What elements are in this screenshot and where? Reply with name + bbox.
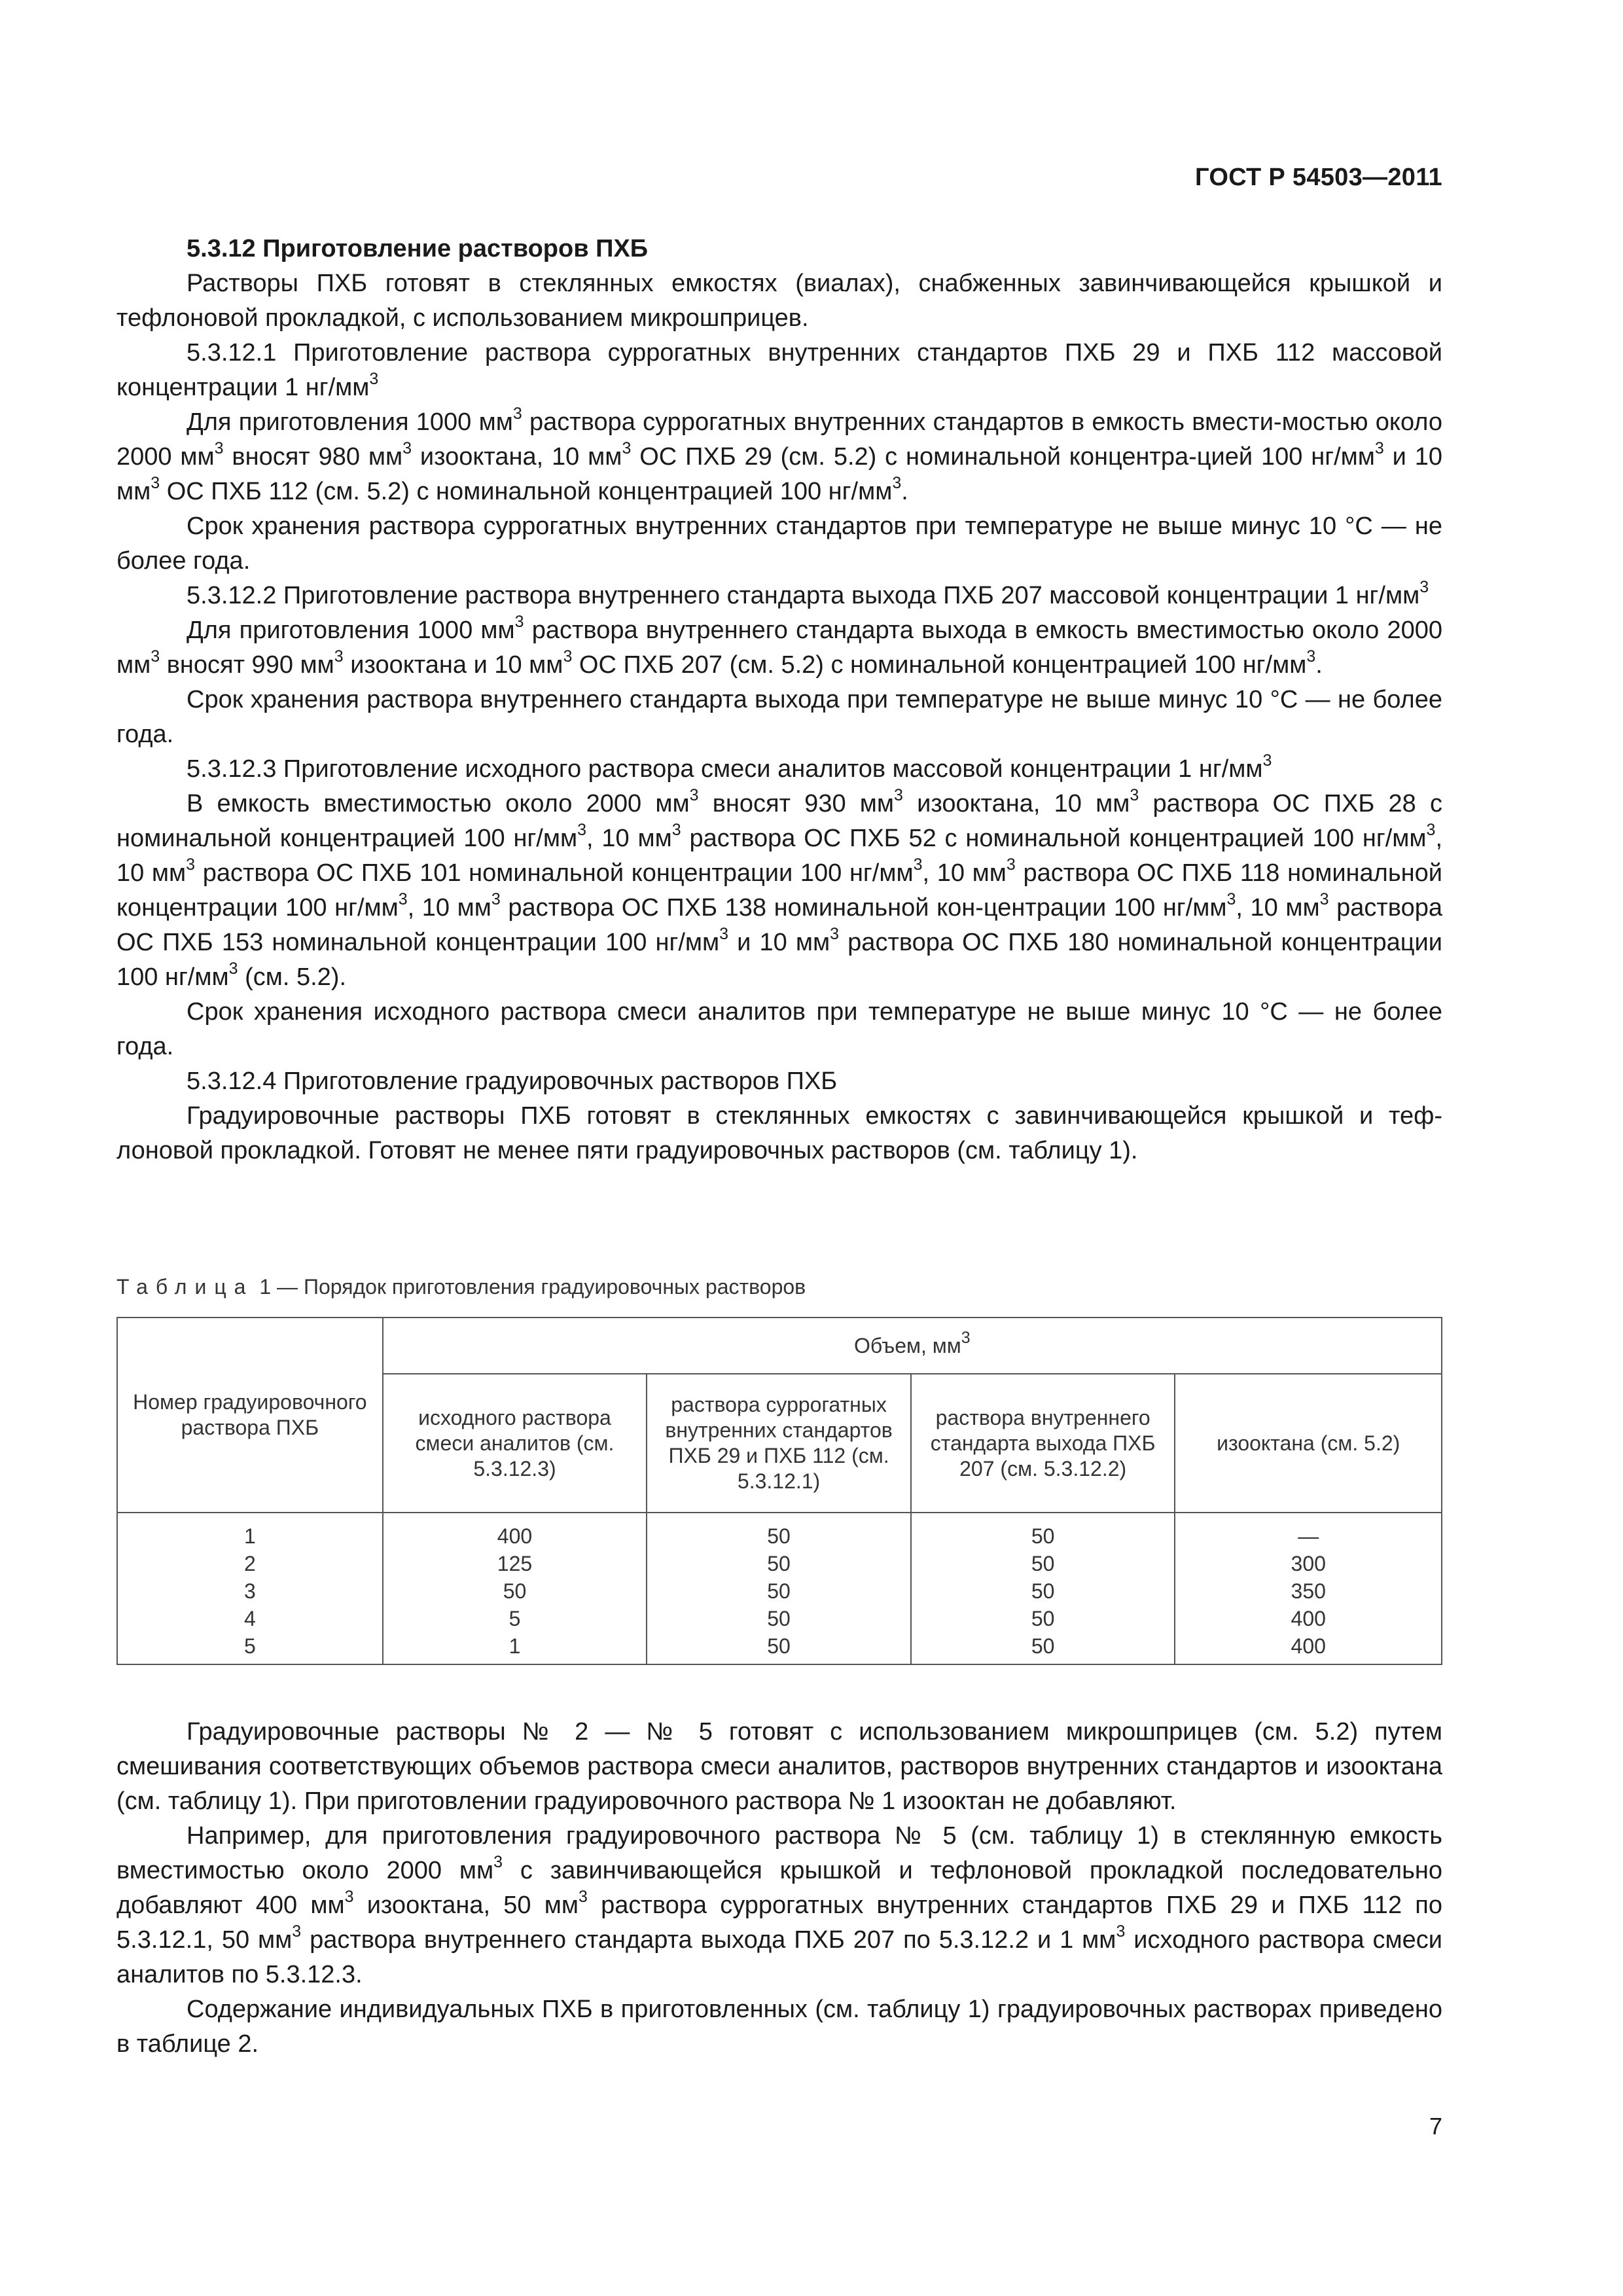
table-cell: — <box>1298 1524 1319 1548</box>
header-solution-number: Номер градуировочного раствора ПХБ <box>117 1318 383 1513</box>
table-cell: 125 <box>497 1552 533 1575</box>
subsection-5-3-12-4-title: 5.3.12.4 Приготовление градуировочных растворов ПХБ <box>187 1067 838 1095</box>
table-cell: 50 <box>503 1579 527 1603</box>
table-cell: 400 <box>1291 1607 1326 1630</box>
col-stock-solution <box>383 1513 647 1664</box>
table-body-row <box>117 1513 1442 1664</box>
subsection-5-3-12-2-title: 5.3.12.2 Приготовление раствора внутреннего стандарта выхода ПХБ 207 массовой концентрации 1 $нг/мм^3$ <box>187 578 1429 609</box>
table-cell: 50 <box>1031 1634 1055 1658</box>
table-cell: 50 <box>767 1524 791 1548</box>
subsection-5-3-12-1-storage: Срок хранения раствора суррогатных внутренних стандартов при температуре не выше минус 10 °С — не более года. <box>116 512 1442 575</box>
header-volume: Объем, $мм^3$ <box>383 1318 1442 1374</box>
table-cell: 4 <box>243 1607 256 1630</box>
paragraph-mixing: Градуировочные растворы № 2 — № 5 готовят с использованием микрошприцев (см. 5.2) путем смешивания соответствующих объемов раствора смеси аналитов, растворов внутренних стандартов и изооктана (см. таблицу 1). При приготовлении градуировочного раствора № 1 изооктан не добавляют. <box>116 1718 1442 1815</box>
subsection-5-3-12-3-body: В емкость вместимостью около 2000 $мм^3$ вносят 930 $мм^3$ изооктана, 10 $мм^3$ раствора ОС ПХБ 28 с номинальной концентрацией 100 $нг/мм^3$, 10 $мм^3$ раствора ОС ПХБ 52 с номинальной концентрацией 100 $нг/мм^3$, 10 $мм^3$ раствора ОС ПХБ 101 номинальной концентрации 100 $нг/мм^3$, 10 $мм^3$ раствора ОС ПХБ 118 номинальной концентрации 100 $нг/мм^3$, 10 $мм^3$ раствора ОС ПХБ 138 номинальной кон-центрации 100 $нг/мм^3$, 10 $мм^3$ раствора ОС ПХБ 153 номинальной концентрации 100 $нг/мм^3$ и 10 $мм^3$ раствора ОС ПХБ 180 номинальной концентрации 100 $нг/мм^3$ (см. 5.2). <box>116 786 1442 991</box>
subsection-5-3-12-2-body: Для приготовления 1000 $мм^3$ раствора внутреннего стандарта выхода в емкость вместимостью около 2000 $мм^3$ вносят 990 $мм^3$ изооктана и 10 $мм^3$ ОС ПХБ 207 (см. 5.2) с номинальной концентрацией 100 $нг/мм^3$. <box>116 613 1442 679</box>
table-cell: 50 <box>1031 1524 1055 1548</box>
subsection-5-3-12-1-title: 5.3.12.1 Приготовление раствора суррогатных внутренних стандартов ПХБ 29 и ПХБ 112 массовой концентрации 1 $нг/мм^3$ <box>116 339 1442 401</box>
table-cell: 300 <box>1291 1552 1326 1575</box>
table-caption <box>116 1275 806 1299</box>
header-recovery-standard: раствора внутреннего стандарта выхода ПХБ 207 (см. 5.3.12.2) <box>911 1374 1175 1513</box>
table-cell: 3 <box>243 1579 256 1603</box>
page-number: 7 <box>1429 2113 1442 2140</box>
section-body <box>116 232 1442 1168</box>
col-recovery-standard <box>911 1513 1175 1664</box>
header-isooctane: изооктана (см. 5.2) <box>1175 1374 1442 1513</box>
table-cell: 1 <box>243 1524 256 1548</box>
table-cell: 50 <box>767 1634 791 1658</box>
table-cell: 50 <box>1031 1607 1055 1630</box>
table-cell: 50 <box>1031 1552 1055 1575</box>
calibration-table <box>116 1317 1442 1665</box>
subsection-5-3-12-3-title: 5.3.12.3 Приготовление исходного раствора смеси аналитов массовой концентрации 1 $нг/мм^3$ <box>187 751 1272 783</box>
header-stock-solution: исходного раствора смеси аналитов (см. 5.3.12.3) <box>383 1374 647 1513</box>
subsection-5-3-12-2-storage: Срок хранения раствора внутреннего стандарта выхода при температуре не выше минус 10 °С — не более года. <box>116 686 1442 748</box>
col-surrogate-standards <box>647 1513 911 1664</box>
after-table-text <box>116 1715 1442 2062</box>
subsection-5-3-12-3-storage: Срок хранения исходного раствора смеси аналитов при температуре не выше минус 10 °С — не более года. <box>116 998 1442 1060</box>
col-solution-number <box>117 1513 383 1664</box>
paragraph-example: Например, для приготовления градуировочного раствора № 5 (см. таблицу 1) в стеклянную емкость вместимостью около 2000 $мм^3$ с завинчивающейся крышкой и тефлоновой прокладкой последовательно добавляют 400 $мм^3$ изооктана, 50 $мм^3$ раствора суррогатных внутренних стандартов ПХБ 29 и ПХБ 112 по 5.3.12.1, 50 $мм^3$ раствора внутреннего стандарта выхода ПХБ 207 по 5.3.12.2 и 1 $мм^3$ исходного раствора смеси аналитов по 5.3.12.3. <box>116 1822 1443 1988</box>
subsection-5-3-12-4-body: Градуировочные растворы ПХБ готовят в стеклянных емкостях с завинчивающейся крышкой и теф-лоновой прокладкой. Готовят не менее пяти градуировочных растворов (см. таблицу 1). <box>116 1102 1442 1164</box>
table-caption-text: 1 — Порядок приготовления градуировочных растворов <box>253 1275 806 1299</box>
table-cell: 2 <box>243 1552 256 1575</box>
table-cell: 1 <box>508 1634 521 1658</box>
header-surrogate-standards: раствора суррогатных внутренних стандартов ПХБ 29 и ПХБ 112 (см. 5.3.12.1) <box>647 1374 911 1513</box>
table-cell: 350 <box>1291 1579 1326 1603</box>
table-cell: 400 <box>497 1524 533 1548</box>
table-cell: 50 <box>767 1579 791 1603</box>
col-isooctane <box>1175 1513 1442 1664</box>
section-intro: Растворы ПХБ готовят в стеклянных емкостях (виалах), снабженных завинчивающейся крышкой и тефлоновой прокладкой, с использованием микрошприцев. <box>116 270 1442 332</box>
table-cell: 50 <box>1031 1579 1055 1603</box>
document-header: ГОСТ Р 54503—2011 <box>1195 164 1442 191</box>
table-caption-prefix: Таблица <box>116 1275 254 1299</box>
section-heading: 5.3.12 Приготовление растворов ПХБ <box>187 235 649 262</box>
table-cell: 50 <box>767 1552 791 1575</box>
table-cell: 5 <box>243 1634 256 1658</box>
table-cell: 5 <box>508 1607 521 1630</box>
paragraph-content-ref: Содержание индивидуальных ПХБ в приготовленных (см. таблицу 1) градуировочных растворах приведено в таблице 2. <box>116 1996 1442 2058</box>
table-cell: 400 <box>1291 1634 1326 1658</box>
subsection-5-3-12-1-body: Для приготовления 1000 $мм^3$ раствора суррогатных внутренних стандартов в емкость вмести-мостью около 2000 $мм^3$ вносят 980 $мм^3$ изооктана, 10 $мм^3$ ОС ПХБ 29 (см. 5.2) с номинальной концентра-цией 100 $нг/мм^3$ и 10 $мм^3$ ОС ПХБ 112 (см. 5.2) с номинальной концентрацией 100 $нг/мм^3$. <box>116 404 1443 505</box>
table-cell: 50 <box>767 1607 791 1630</box>
